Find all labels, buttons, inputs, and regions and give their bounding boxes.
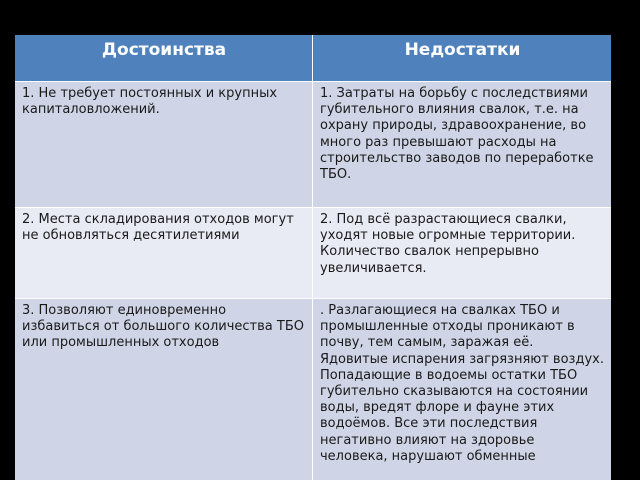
advantage-cell-3: 3. Позволяют единовременно избавиться от большого количества ТБО или промышленных отходов xyxy=(15,299,313,480)
disadvantage-cell-1: 1. Затраты на борьбу с последствиями губительного влияния свалок, т.е. на охрану природы, здравоохранение, во много раз превышают расходы на строительство заводов по переработке ТБО. xyxy=(313,82,611,208)
advantage-cell-1: 1. Не требует постоянных и крупных капиталовложений. xyxy=(15,82,313,208)
table-grid xyxy=(15,35,611,480)
disadvantage-cell-3: . Разлагающиеся на свалках ТБО и промышленные отходы проникают в почву, тем самым, заражая её. Ядовитые испарения загрязняют воздух. Попадающие в водоемы остатки ТБО губительно сказываются на состоянии воды, вредят флоре и фауне этих водоёмов. Все эти последствия негативно влияют на здоровье человека, нарушают обменные xyxy=(313,299,611,480)
header-disadvantages: Недостатки xyxy=(313,35,611,82)
comparison-table xyxy=(15,35,611,480)
advantage-cell-2: 2. Места складирования отходов могут не обновляться десятилетиями xyxy=(15,208,313,299)
header-advantages: Достоинства xyxy=(15,35,313,82)
disadvantage-cell-2: 2. Под всё разрастающиеся свалки, уходят новые огромные территории. Количество свалок непрерывно увеличивается. xyxy=(313,208,611,299)
